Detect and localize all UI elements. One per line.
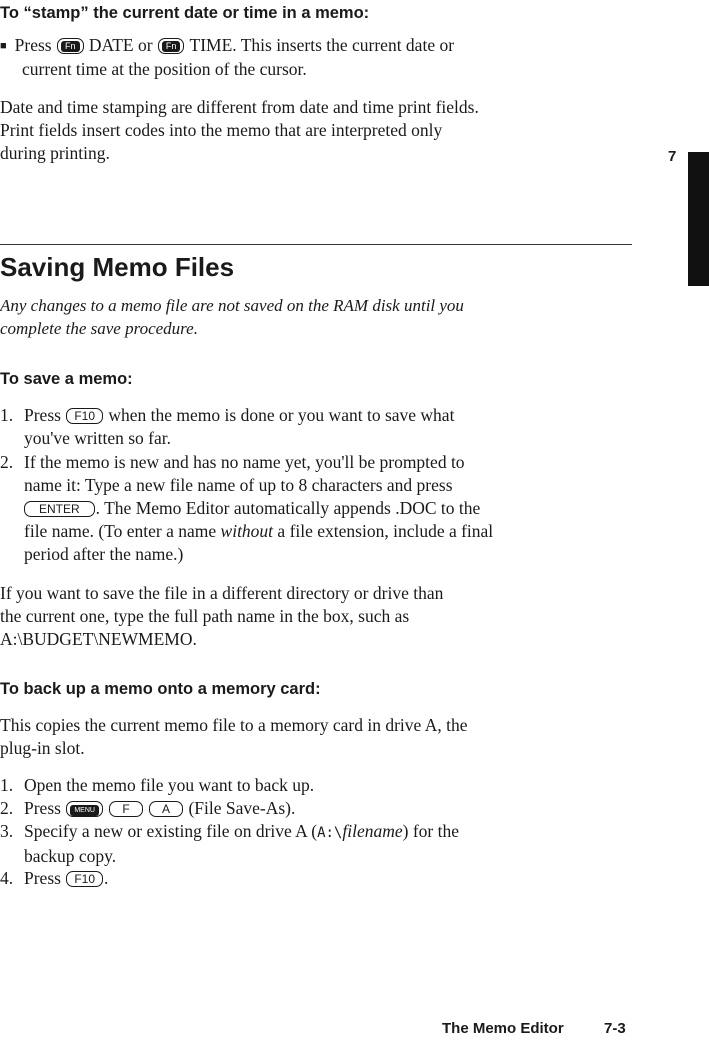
footer-title: The Memo Editor: [442, 1020, 564, 1037]
stamp-line2: current time at the position of the cursor.: [22, 59, 307, 79]
section-divider: [0, 244, 632, 245]
backup-step-2: 2. Press MENU F A (File Save-As).: [0, 798, 296, 818]
backup-step-3: 3. Specify a new or existing file on drive A (A:\filename) for the backup copy.: [0, 821, 459, 866]
save-path-paragraph: If you want to save the file in a different directory or drive than the current one, type the full path name in the box, such as A:\BUDGET\NEWMEMO.: [0, 583, 444, 649]
f10-key-icon: F10: [66, 408, 103, 424]
fn-key-icon: Fn: [158, 38, 185, 54]
chapter-tab-marker: [688, 152, 709, 286]
f-key-icon: F: [109, 801, 142, 817]
section-title: Saving Memo Files: [0, 252, 235, 282]
date-text: DATE or: [88, 35, 153, 55]
lcd-drive-text: A:\: [317, 825, 343, 841]
backup-step-4: 4. Press F10 .: [0, 868, 109, 888]
page-number: 7-3: [604, 1020, 626, 1037]
bullet-icon: ■: [0, 40, 7, 52]
a-key-icon: A: [149, 801, 183, 817]
stamp-bullet-item: [0, 34, 660, 81]
save-step-2: 2. If the memo is new and has no name yet, you'll be prompted to name it: Type a new file name of up to 8 characters and press ENTER . The Memo Editor automatically appends .DOC to the file name. (To enter a name without a file extension, include a final period after the name.): [0, 452, 494, 564]
press-text: Press: [14, 35, 52, 55]
date-print-paragraph: Date and time stamping are different from date and time print fields. Print fields insert codes into the memo that are interpreted only during printing.: [0, 97, 479, 163]
fn-key-icon: Fn: [57, 38, 84, 54]
save-heading: To save a memo:: [0, 370, 133, 388]
chapter-number: 7: [668, 148, 677, 165]
backup-paragraph: This copies the current memo file to a memory card in drive A, the plug-in slot.: [0, 715, 468, 758]
stamp-heading: To “stamp” the current date or time in a memo:: [0, 4, 370, 22]
f10-key-icon: F10: [66, 871, 103, 887]
save-step-1: 1. Press F10 when the memo is done or you want to save what you've written so far.: [0, 405, 455, 448]
backup-step-1: 1. Open the memo file you want to back up.: [0, 775, 315, 795]
menu-key-icon: MENU: [66, 801, 103, 817]
section-intro: Any changes to a memo file are not saved on the RAM disk until you complete the save procedure.: [0, 296, 464, 338]
time-text: TIME. This inserts the current date or: [189, 35, 455, 55]
enter-key-icon: ENTER: [24, 501, 95, 517]
backup-heading: To back up a memo onto a memory card:: [0, 680, 321, 698]
